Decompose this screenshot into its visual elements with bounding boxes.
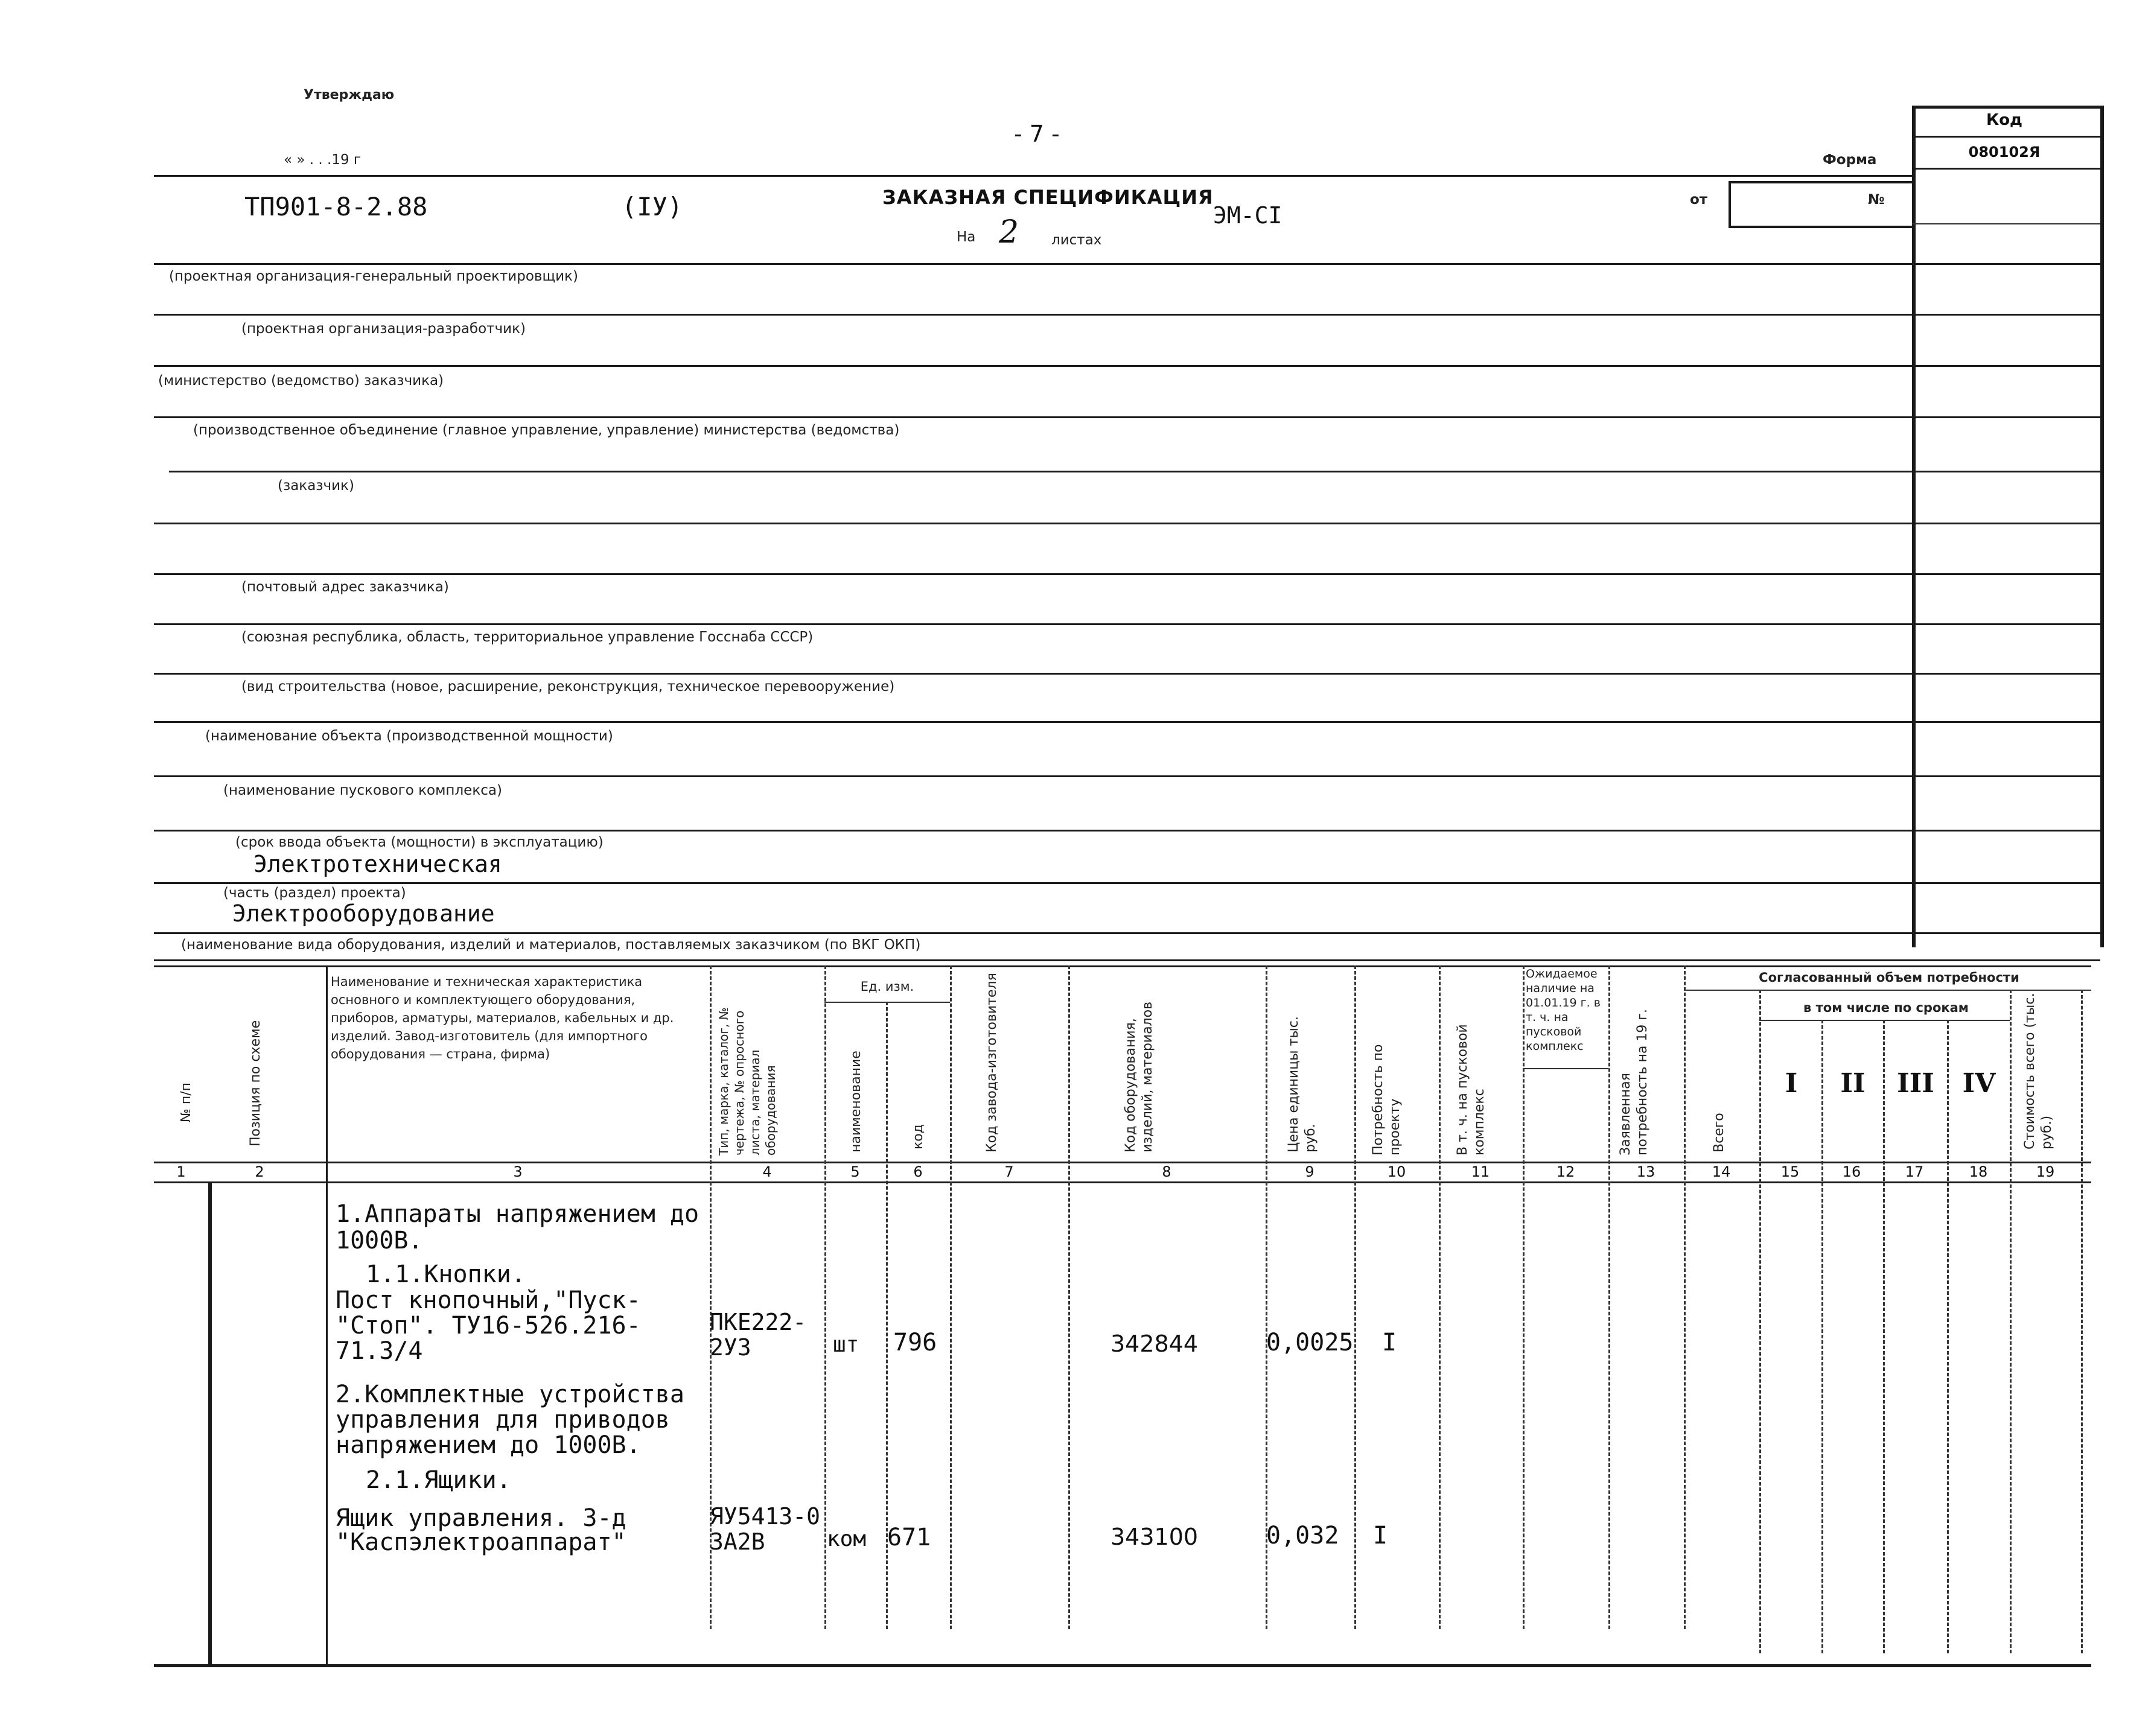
form-row-label: (проектная организация-генеральный проектировщик)	[169, 269, 578, 284]
item-1-quantity: I	[1382, 1329, 1397, 1356]
form-row-label: (почтовый адрес заказчика)	[241, 579, 449, 595]
item-2-price: 0,032	[1266, 1522, 1339, 1550]
col-number: 5	[850, 1163, 860, 1180]
q4-header: IV	[1962, 1068, 1996, 1099]
sheets-suffix: листах	[1051, 232, 1102, 248]
item-1-type: ПКЕ222-2УЗ	[710, 1309, 807, 1361]
form-row-label: (часть (раздел) проекта)	[223, 885, 406, 901]
col-number: 17	[1905, 1163, 1924, 1180]
form-label: Форма	[1823, 152, 1877, 168]
code-column	[1912, 106, 2104, 947]
col7-header: Код завода-изготовителя	[984, 973, 999, 1153]
code-label: Код	[1986, 111, 2023, 129]
item-1-name: Пост кнопочный,"Пуск-"Стоп". ТУ16-526.216-71.3/4	[336, 1286, 641, 1365]
col-number: 19	[2036, 1163, 2055, 1180]
col-number: 10	[1387, 1163, 1406, 1180]
form-row-value: Электротехническая	[253, 851, 502, 877]
sheets-count: 2	[999, 214, 1019, 250]
item-2-unit-code: 671	[887, 1524, 931, 1551]
form-row-label: (заказчик)	[278, 478, 354, 494]
terms-group-header: в том числе по срокам	[1803, 1000, 1969, 1015]
item-2-unit: ком	[827, 1527, 867, 1551]
col3-header: Наименование и техническая характеристика основного и комплектующего оборудования, приборов, арматуры, материалов, кабельных и др. изделий. Завод-изготовитель (для импортного оборудования — страна, фирма)	[331, 975, 674, 1061]
col-number: 12	[1556, 1163, 1575, 1180]
col-number: 18	[1969, 1163, 1988, 1180]
col13-header: Заявленная потребность на 19 г.	[1618, 1009, 1650, 1156]
subsection-2-1: 2.1.Ящики.	[366, 1466, 511, 1494]
form-row-label: (срок ввода объекта (мощности) в эксплуатацию)	[235, 835, 604, 850]
unit-group-header: Ед. изм.	[860, 979, 914, 994]
q1-header: I	[1785, 1068, 1798, 1099]
col-number: 7	[1004, 1163, 1014, 1180]
section-1-title: 1.Аппараты напряжением до 1000В.	[336, 1200, 699, 1254]
col-number: 16	[1842, 1163, 1861, 1180]
subsection-1-1: 1.1.Кнопки.	[366, 1261, 526, 1288]
q3-header: III	[1897, 1068, 1934, 1099]
sheets-prefix: На	[957, 229, 976, 245]
col14-header: Всего	[1712, 1113, 1727, 1153]
form-row-label: (министерство (ведомство) заказчика)	[158, 373, 444, 389]
document-title: ЗАКАЗНАЯ СПЕЦИФИКАЦИЯ	[882, 186, 1214, 209]
col5-header: наименование	[849, 1051, 864, 1153]
item-2-product-code: 343100	[1110, 1524, 1199, 1550]
col8-header: Код оборудования, изделий, материалов	[1123, 1001, 1155, 1153]
item-1-price: 0,0025	[1266, 1329, 1354, 1356]
col-number: 6	[913, 1163, 923, 1180]
from-label: от	[1690, 192, 1708, 208]
col9-header: Цена единицы тыс. руб.	[1286, 1016, 1318, 1153]
col4-header: Тип, марка, каталог, № чертежа, № опросного листа, материал оборудования	[716, 1007, 778, 1156]
form-row-label: (вид строительства (новое, расширение, реконструкция, техническое перевооружение)	[241, 679, 895, 695]
col2-header: Позиция по схеме	[248, 1020, 263, 1146]
form-row-label: (союзная республика, область, территориальное управление Госснаба СССР)	[241, 629, 814, 645]
form-code: 080102Я	[1968, 144, 2041, 161]
col1-header: № п/п	[179, 1082, 194, 1122]
col-number: 14	[1712, 1163, 1731, 1180]
form-row-label: (наименование объекта (производственной мощности)	[205, 728, 613, 744]
item-1-unit: шт	[833, 1332, 859, 1357]
q2-header: II	[1840, 1068, 1866, 1099]
col11-header: В т. ч. на пусковой комплекс	[1455, 1024, 1487, 1156]
col-number: 4	[762, 1163, 772, 1180]
item-2-quantity: I	[1373, 1522, 1388, 1550]
col12-header: Ожидаемое наличие на 01.01.19 г. в т. ч. на пусковой комплекс	[1526, 967, 1601, 1053]
form-row-label: (проектная организация-разработчик)	[241, 321, 526, 337]
spec-code: ЭМ-СI	[1213, 202, 1283, 229]
item-2-type: ЯУ5413-03А2В	[710, 1503, 821, 1555]
col-number: 13	[1636, 1163, 1655, 1180]
col19-header: Стоимость всего (тыс. руб.)	[2022, 993, 2054, 1149]
number-label: №	[1868, 192, 1885, 208]
section-2-title: 2.Комплектные устройства управления для приводов напряжением до 1000В.	[336, 1381, 684, 1459]
col-number: 1	[176, 1163, 186, 1180]
col6-header: код	[911, 1124, 926, 1149]
col-number: 15	[1780, 1163, 1800, 1180]
volume-label: (IУ)	[622, 192, 683, 221]
col10-header: Потребность по проекту	[1371, 1044, 1403, 1156]
form-row-label: (наименование вида оборудования, изделий и материалов, поставляемых заказчиком (по ВКГ ОКП)	[181, 937, 921, 953]
col-number: 11	[1471, 1163, 1490, 1180]
form-row-label: (производственное объединение (главное управление, управление) министерства (ведомства)	[193, 422, 900, 438]
agreed-group-header: Согласованный объем потребности	[1759, 970, 2019, 985]
col-number: 2	[255, 1163, 264, 1180]
item-1-unit-code: 796	[893, 1329, 937, 1356]
form-row-value: Электрооборудование	[232, 900, 495, 927]
doc-designation: ТП901-8-2.88	[244, 192, 428, 221]
item-2-name: Ящик управления. З-д "Каспэлектроаппарат"	[336, 1504, 626, 1556]
page-number: - 7 -	[1014, 121, 1060, 147]
doc-number-field[interactable]	[1729, 181, 1914, 228]
col-number: 9	[1305, 1163, 1314, 1180]
item-1-product-code: 342844	[1110, 1331, 1199, 1357]
form-row-label: (наименование пускового комплекса)	[223, 783, 502, 798]
col-number: 8	[1162, 1163, 1171, 1180]
approve-label: Утверждаю	[304, 87, 395, 103]
approve-date-line: « » . . .19 г	[284, 152, 361, 168]
col-number: 3	[513, 1163, 523, 1180]
